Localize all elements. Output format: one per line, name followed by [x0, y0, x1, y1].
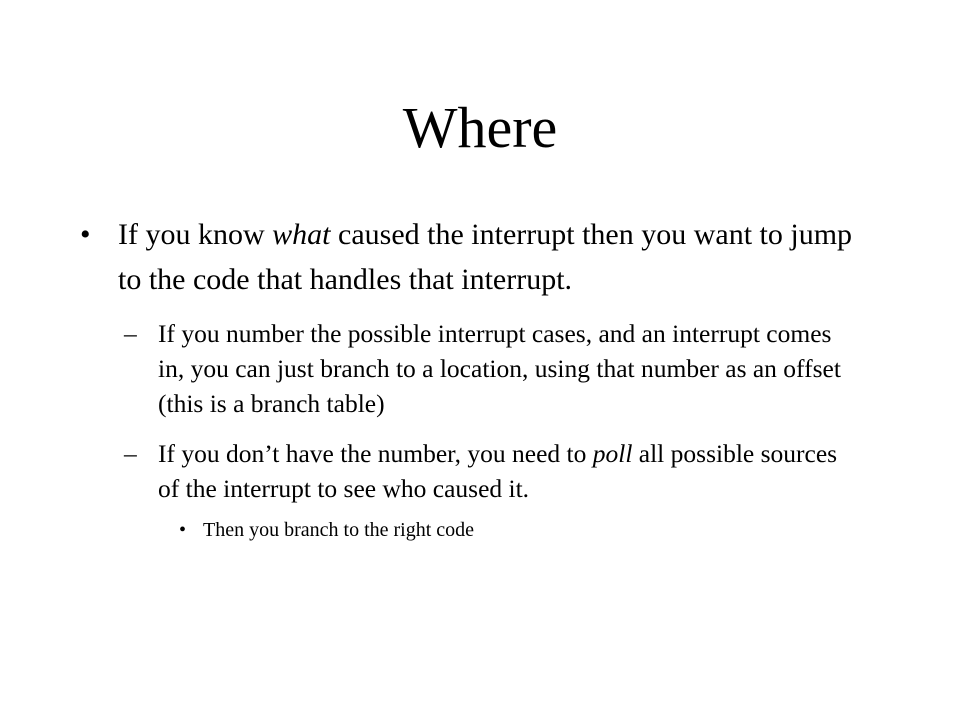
sub-point-2-text-start: If you don’t have the number, you need to	[158, 439, 593, 468]
bullet-point-1-text-end: caused the interrupt then you want to jump to the code that handles that interrupt.	[118, 218, 853, 296]
bullet-point-1-emphasis: what	[272, 218, 331, 251]
bullet-icon: •	[80, 218, 91, 251]
small-bullet-icon: •	[179, 519, 187, 541]
bullet-point-1	[80, 212, 858, 302]
sub-point-1-text: If you number the possible interrupt cases, and an interrupt comes in, you can just branch to a location, using that number as an offset (this is a branch table)	[158, 319, 841, 418]
slide-content	[0, 212, 960, 544]
slide-title: Where	[402, 95, 558, 160]
sub-point-2-text-end: all possible sources of the interrupt to see who caused it.	[158, 439, 838, 503]
sub-point-2	[124, 436, 858, 506]
sub-point-2-emphasis: poll	[592, 439, 633, 468]
sub-sub-point-1-text: Then you branch to the right code	[203, 519, 475, 541]
bullet-point-1-text-start: If you know	[118, 218, 273, 251]
dash-icon: –	[124, 439, 137, 468]
dash-icon: –	[124, 319, 137, 348]
sub-point-1	[124, 316, 858, 421]
sub-sub-point-1	[179, 516, 843, 544]
